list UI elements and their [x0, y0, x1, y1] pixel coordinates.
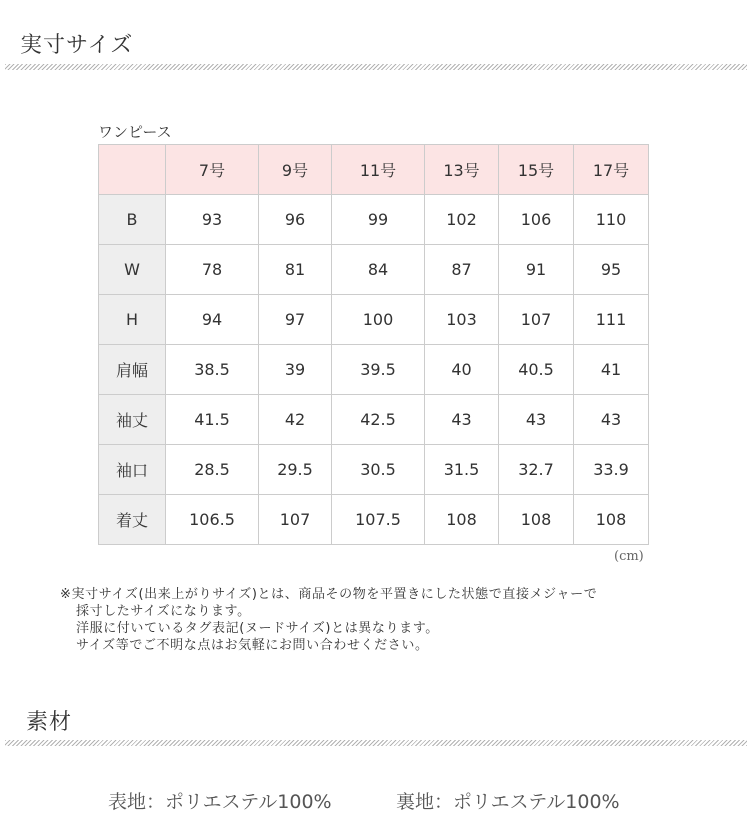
- size-notes: [60, 586, 597, 654]
- table-cell: 108: [574, 495, 649, 545]
- table-cell: 39.5: [332, 345, 425, 395]
- table-cell: 41.5: [166, 395, 259, 445]
- row-label: H: [99, 295, 166, 345]
- table-cell: 78: [166, 245, 259, 295]
- table-cell: 100: [332, 295, 425, 345]
- note-line: ※実寸サイズ(出来上がりサイズ)とは、商品その物を平置きにした状態で直接メジャーで: [60, 587, 598, 602]
- table-cell: 42.5: [332, 395, 425, 445]
- material-lining: 裏地：ポリエステル100%: [396, 791, 620, 813]
- table-cell: 107.5: [332, 495, 425, 545]
- table-cell: 103: [425, 295, 499, 345]
- row-label: 袖口: [99, 445, 166, 495]
- table-cell: 106: [499, 195, 574, 245]
- table-row: [99, 395, 649, 445]
- table-cell: 110: [574, 195, 649, 245]
- table-cell: 42: [259, 395, 332, 445]
- table-header-row: [99, 145, 649, 195]
- table-cell: 108: [499, 495, 574, 545]
- table-cell: 93: [166, 195, 259, 245]
- note-line: サイズ等でご不明な点はお気軽にお問い合わせください。: [76, 638, 429, 653]
- table-cell: 111: [574, 295, 649, 345]
- header-size-7: 7号: [166, 145, 259, 195]
- table-cell: 84: [332, 245, 425, 295]
- table-cell: 102: [425, 195, 499, 245]
- table-cell: 96: [259, 195, 332, 245]
- header-size-15: 15号: [499, 145, 574, 195]
- table-cell: 108: [425, 495, 499, 545]
- size-section-title: 実寸サイズ: [20, 33, 134, 58]
- section-divider: [5, 64, 747, 70]
- table-cell: 43: [499, 395, 574, 445]
- row-label: B: [99, 195, 166, 245]
- header-size-11: 11号: [332, 145, 425, 195]
- row-label: W: [99, 245, 166, 295]
- table-cell: 33.9: [574, 445, 649, 495]
- header-corner: [99, 145, 166, 195]
- table-cell: 43: [425, 395, 499, 445]
- table-cell: 99: [332, 195, 425, 245]
- note-line: 洋服に付いているタグ表記(ヌードサイズ)とは異なります。: [76, 621, 439, 636]
- table-row: [99, 295, 649, 345]
- size-table: [98, 144, 649, 545]
- row-label: 袖丈: [99, 395, 166, 445]
- table-cell: 40.5: [499, 345, 574, 395]
- section-divider: [5, 740, 747, 746]
- table-row: [99, 345, 649, 395]
- table-row: [99, 445, 649, 495]
- table-cell: 81: [259, 245, 332, 295]
- header-size-13: 13号: [425, 145, 499, 195]
- table-row: [99, 495, 649, 545]
- table-cell: 40: [425, 345, 499, 395]
- table-cell: 91: [499, 245, 574, 295]
- table-cell: 28.5: [166, 445, 259, 495]
- table-cell: 106.5: [166, 495, 259, 545]
- unit-label: (cm): [614, 549, 644, 564]
- material-outer: 表地：ポリエステル100%: [108, 791, 332, 813]
- row-label: 肩幅: [99, 345, 166, 395]
- note-line: 採寸したサイズになります。: [76, 604, 251, 619]
- table-cell: 87: [425, 245, 499, 295]
- header-size-9: 9号: [259, 145, 332, 195]
- table-cell: 97: [259, 295, 332, 345]
- table-cell: 29.5: [259, 445, 332, 495]
- table-cell: 31.5: [425, 445, 499, 495]
- table-cell: 39: [259, 345, 332, 395]
- table-row: [99, 245, 649, 295]
- table-cell: 107: [499, 295, 574, 345]
- table-cell: 41: [574, 345, 649, 395]
- material-section-title: 素材: [26, 710, 73, 735]
- table-cell: 94: [166, 295, 259, 345]
- table-cell: 95: [574, 245, 649, 295]
- table-cell: 38.5: [166, 345, 259, 395]
- table-caption: ワンピース: [98, 123, 172, 141]
- row-label: 着丈: [99, 495, 166, 545]
- table-cell: 43: [574, 395, 649, 445]
- header-size-17: 17号: [574, 145, 649, 195]
- table-cell: 107: [259, 495, 332, 545]
- table-row: [99, 195, 649, 245]
- table-cell: 30.5: [332, 445, 425, 495]
- table-cell: 32.7: [499, 445, 574, 495]
